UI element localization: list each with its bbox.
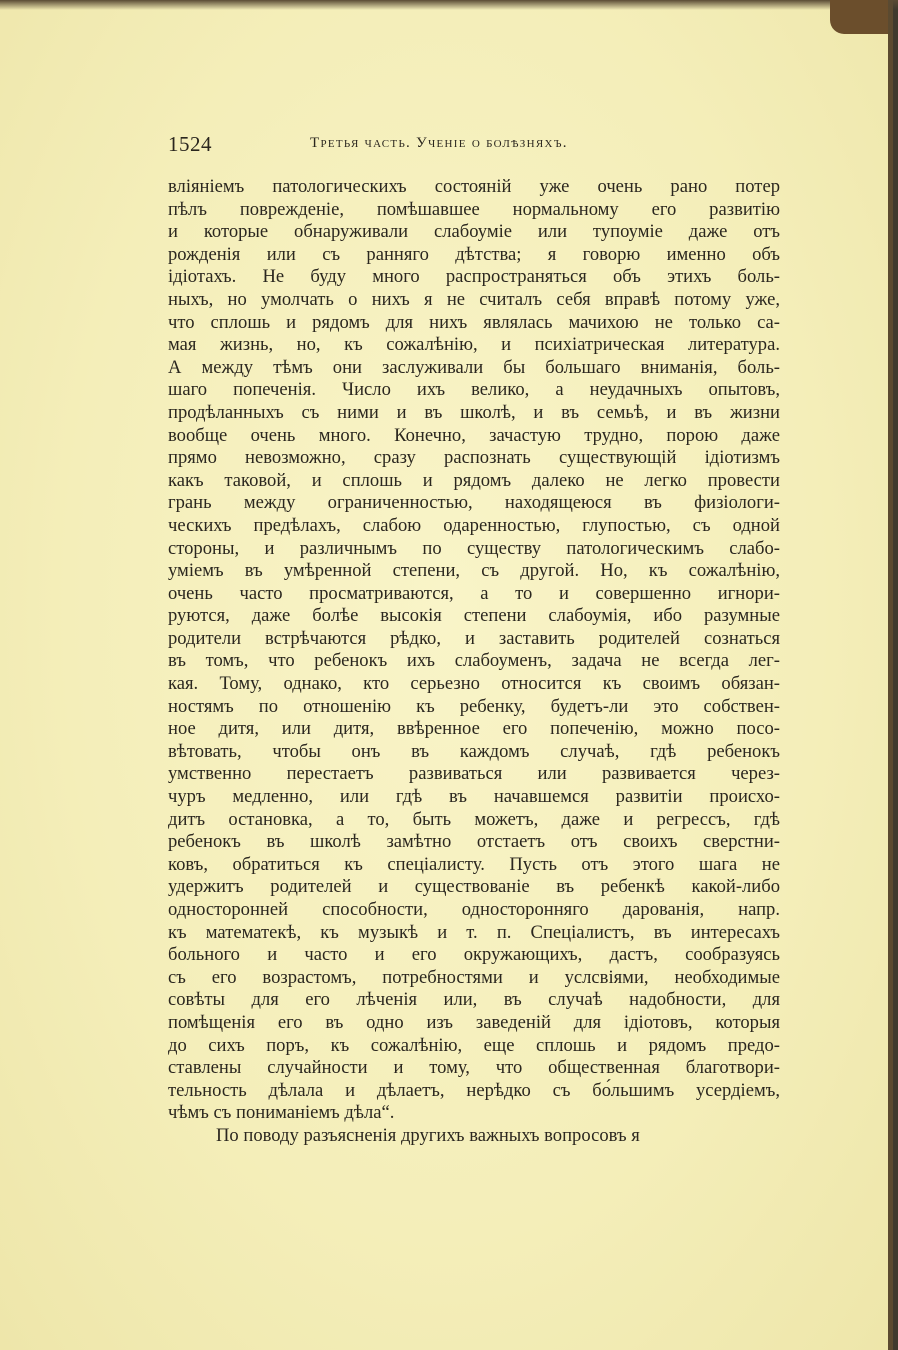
text-line: ідіотахъ. Не буду много распространяться объ этихъ боль- [168,266,780,288]
page-header [168,134,768,156]
text-line: умственно перестаетъ развиваться или развивается через- [168,763,780,785]
text-line: вообще очень много. Конечно, зачастую трудно, порою даже [168,424,780,446]
text-line: что сплошь и рядомъ для нихъ являлась мачихою не только са- [168,311,780,333]
text-line: ставлены случайности и тому, что общественная благотвори- [168,1057,780,1079]
text-line: въ томъ, что ребенокъ ихъ слабоуменъ, задача не всегда лег- [168,650,780,672]
text-line: пѣлъ поврежденіе, помѣшавшее нормальному его развитію [168,198,780,220]
page-number: 1524 [168,132,212,156]
text-line: очень часто просматриваются, а то и совершенно игнори- [168,582,780,604]
text-line: А между тѣмъ они заслуживали бы большаго вниманія, боль- [168,356,780,378]
text-line: къ математекѣ, къ музыкѣ и т. п. Спеціалистъ, въ интересахъ [168,921,780,943]
text-line: прямо невозможно, сразу распознать существующій ідіотизмъ [168,447,780,469]
text-line: ностямъ по отношенію къ ребенку, будетъ-ли это собствен- [168,695,780,717]
text-line: продѣланныхъ съ ними и въ школѣ, и въ семьѣ, и въ жизни [168,401,780,423]
text-line: мая жизнь, но, къ сожалѣнію, и психіатрическая литература. [168,334,780,356]
text-line: шаго попеченія. Число ихъ велико, а неудачныхъ опытовъ, [168,379,780,401]
text-line: односторонней способности, односторонняго дарованія, напр. [168,899,780,920]
running-head: Третья часть. Ученіе о болѣзняхъ. [310,135,568,151]
text-line: грань между ограниченностью, находящеюся въ физіологи- [168,492,780,514]
text-line: вліяніемъ патологическихъ состояній уже очень рано потер [168,176,780,197]
text-line: ное дитя, или дитя, ввѣренное его попеченію, можно посо- [168,718,780,740]
text-line: руются, даже болѣе высокія степени слабоумія, ибо разумные [168,605,780,627]
text-line: По поводу разъясненія другихъ важныхъ вопросовъ я [216,1124,640,1146]
body-text [168,176,780,1148]
text-line: чѣмъ съ пониманіемъ дѣла“. [168,1102,395,1124]
text-line: родители встрѣчаются рѣдко, и заставить родителей сознаться [168,627,780,649]
binding-tab [830,0,888,34]
text-line: ребенокъ въ школѣ замѣтно отстаетъ отъ своихъ сверстни- [168,831,780,853]
page-top-edge [0,0,898,10]
text-line: кая. Тому, однако, кто серьезно относится къ своимъ обязан- [168,673,780,695]
text-line: до сихъ поръ, къ сожалѣнію, еще сплошь и рядомъ предо- [168,1034,780,1056]
text-line: и которые обнаруживали слабоуміе или тупоуміе даже отъ [168,221,780,243]
text-line: ческихъ предѣлахъ, слабою одаренностью, глупостью, съ одной [168,514,780,536]
text-line: уміемъ въ умѣренной степени, съ другой. Но, къ сожалѣнію, [168,560,780,582]
text-line: съ его возрастомъ, потребностями и услсвіями, необходимые [168,966,780,988]
text-line: ковъ, обратиться къ спеціалисту. Пусть отъ этого шага не [168,853,780,875]
text-line: какъ таковой, и сплошь и рядомъ далеко не легко провести [168,469,780,491]
text-line: удержитъ родителей и существованіе въ ребенкѣ какой-либо [168,876,780,898]
text-line: стороны, и различнымъ по существу патологическимъ слабо- [168,537,780,559]
text-line: ныхъ, но умолчать о нихъ я не считалъ себя вправѣ потому уже, [168,288,780,310]
text-line: больного и часто и его окружающихъ, дастъ, сообразуясь [168,944,780,966]
text-line: вѣтовать, чтобы онъ въ каждомъ случаѣ, гдѣ ребенокъ [168,740,780,762]
text-line: тельность дѣлала и дѣлаетъ, нерѣдко съ бо́льшимъ усердіемъ, [168,1079,780,1101]
text-line: рожденія или съ ранняго дѣтства; я говорю именно объ [168,243,780,265]
text-line: совѣты для его лѣченія или, въ случаѣ надобности, для [168,989,780,1011]
text-line: чуръ медленно, или гдѣ въ начавшемся развитіи происхо- [168,786,780,808]
text-line: помѣщенія его въ одно изъ заведеній для ідіотовъ, которыя [168,1011,780,1033]
text-line: дитъ остановка, а то, быть можетъ, даже и регрессъ, гдѣ [168,808,780,830]
